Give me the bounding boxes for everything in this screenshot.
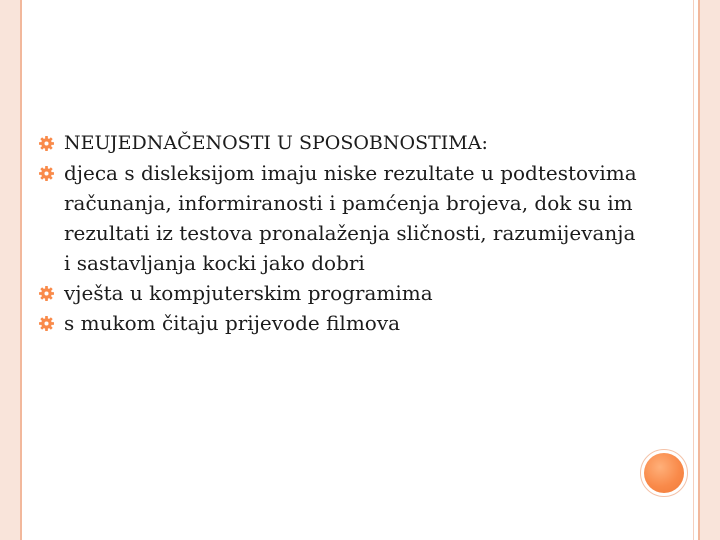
bullet-text: vješta u kompjuterskim programima (64, 281, 433, 305)
bullet-item (38, 158, 638, 278)
gear-bullet-icon (38, 315, 55, 332)
gear-bullet-icon (38, 165, 55, 182)
bullet-item-heading (38, 128, 638, 158)
left-border (0, 0, 22, 540)
right-border (698, 0, 720, 540)
decorative-orange-circle (644, 453, 684, 493)
bullet-list (38, 128, 638, 338)
bullet-item (38, 308, 638, 338)
bullet-text: NEUJEDNAČENOSTI U SPOSOBNOSTIMA: (64, 132, 488, 154)
right-border-thin-line (693, 0, 694, 540)
bullet-item (38, 278, 638, 308)
right-border-line (698, 0, 700, 540)
gear-bullet-icon (38, 285, 55, 302)
bullet-text: s mukom čitaju prijevode filmova (64, 311, 401, 335)
gear-bullet-icon (38, 135, 55, 152)
bullet-text: djeca s disleksijom imaju niske rezultate u podtestovima računanja, informiranosti i pamćenja brojeva, dok su im rezultati iz testova pronalaženja sličnosti, razumijevanja i sastavljanja kocki jako dobri (64, 161, 637, 275)
left-border-line (20, 0, 22, 540)
